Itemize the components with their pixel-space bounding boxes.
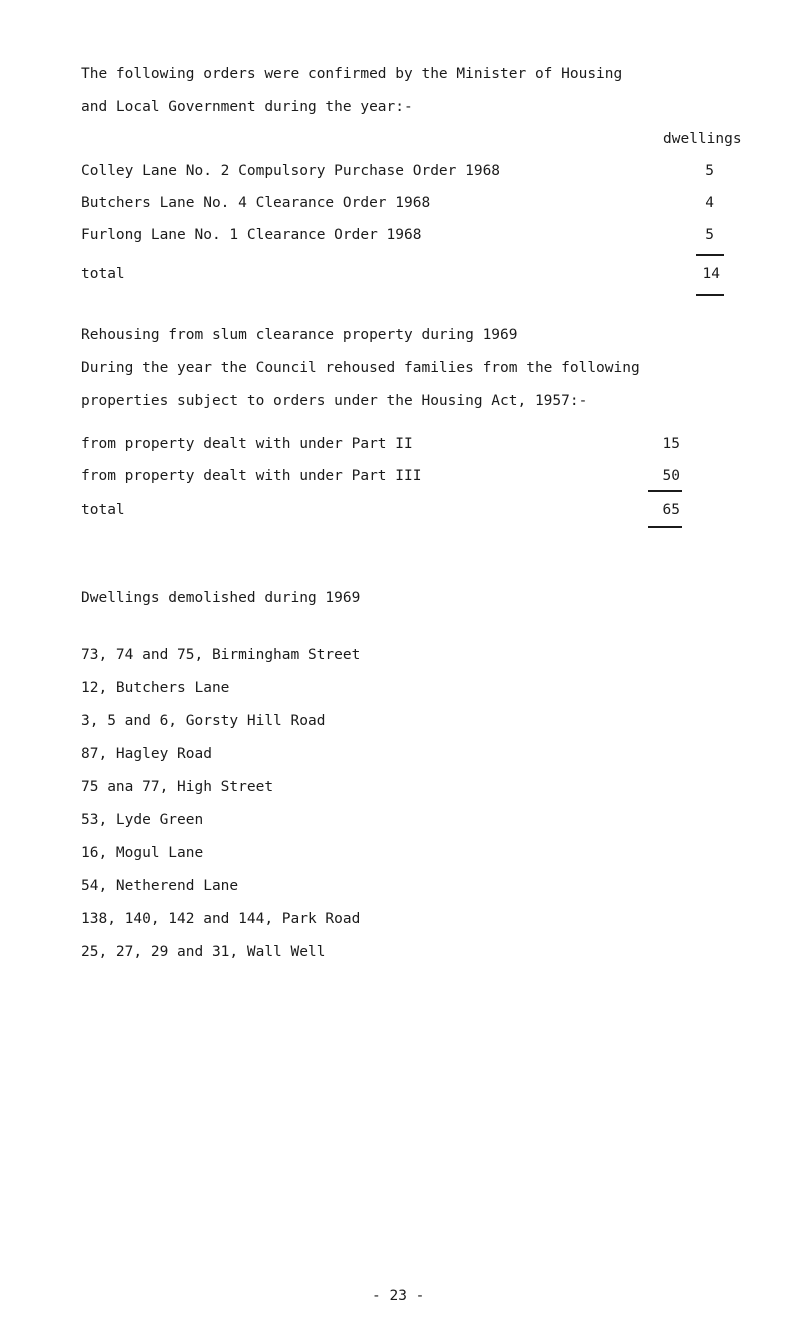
demolished-item: 73, 74 and 75, Birmingham Street [81, 647, 361, 663]
order-row-value: 5 [705, 227, 714, 243]
orders-total-value: 14 [702, 266, 720, 282]
rehousing-total-label: total [81, 502, 125, 518]
demolished-item: 25, 27, 29 and 31, Wall Well [81, 944, 326, 960]
total-rule-bottom [696, 294, 724, 296]
rehousing-intro-line2: properties subject to orders under the Housing Act, 1957:- [81, 393, 588, 409]
demolished-item: 138, 140, 142 and 144, Park Road [81, 911, 361, 927]
demolished-heading: Dwellings demolished during 1969 [81, 590, 361, 606]
order-row-label: Butchers Lane No. 4 Clearance Order 1968 [81, 195, 431, 211]
demolished-item: 54, Netherend Lane [81, 878, 239, 894]
demolished-item: 87, Hagley Road [81, 746, 212, 762]
rehousing-intro-line1: During the year the Council rehoused families from the following [81, 360, 640, 376]
demolished-item: 12, Butchers Lane [81, 680, 230, 696]
rehousing-row-label: from property dealt with under Part II [81, 436, 413, 452]
rehousing-total-value: 65 [662, 502, 680, 518]
order-row-value: 4 [705, 195, 714, 211]
orders-intro-line2: and Local Government during the year:- [81, 99, 413, 115]
order-row-label: Furlong Lane No. 1 Clearance Order 1968 [81, 227, 422, 243]
rehousing-row-value: 15 [662, 436, 680, 452]
order-row-label: Colley Lane No. 2 Compulsory Purchase Order 1968 [81, 163, 501, 179]
dwellings-column-heading: dwellings [663, 131, 742, 147]
rehousing-row-label: from property dealt with under Part III [81, 468, 422, 484]
orders-total-label: total [81, 266, 125, 282]
demolished-item: 3, 5 and 6, Gorsty Hill Road [81, 713, 326, 729]
demolished-item: 16, Mogul Lane [81, 845, 204, 861]
demolished-item: 53, Lyde Green [81, 812, 204, 828]
total-rule-top [696, 254, 724, 256]
order-row-value: 5 [705, 163, 714, 179]
rehousing-heading: Rehousing from slum clearance property during 1969 [81, 327, 518, 343]
total-rule-top [648, 490, 682, 492]
total-rule-bottom [648, 526, 682, 528]
demolished-item: 75 ana 77, High Street [81, 779, 274, 795]
rehousing-row-value: 50 [662, 468, 680, 484]
orders-intro-line1: The following orders were confirmed by the Minister of Housing [81, 66, 623, 82]
page-number: - 23 - [372, 1288, 425, 1304]
